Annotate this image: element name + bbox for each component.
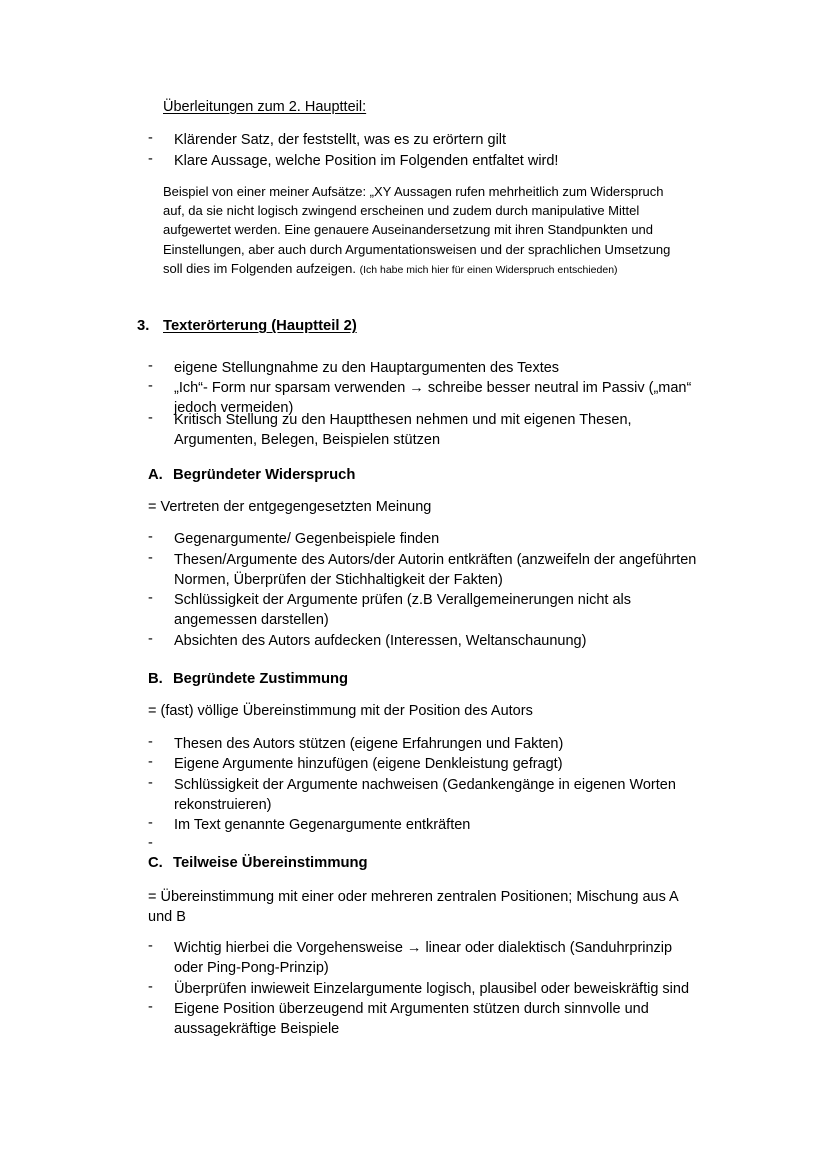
bullet-dash: - bbox=[148, 631, 153, 647]
section-a-title: Begründeter Widerspruch bbox=[173, 467, 356, 483]
list-item-text: Schlüssigkeit der Argumente prüfen (z.B Verallgemeinerungen nicht als bbox=[174, 592, 632, 608]
example-paragraph bbox=[163, 182, 670, 280]
example-line: Einstellungen, aber auch durch Argumentationsweisen und der sprachlichen Umsetzung bbox=[163, 241, 671, 257]
list-item bbox=[148, 754, 563, 774]
list-item-text: Klare Aussage, welche Position im Folgenden entfaltet wird! bbox=[174, 153, 559, 169]
section-a-definition: = Vertreten der entgegengesetzten Meinung bbox=[148, 499, 432, 515]
bullet-dash: - bbox=[148, 529, 153, 545]
list-item-text: Absichten des Autors aufdecken (Interessen, Weltanschaunung) bbox=[174, 633, 587, 649]
bullet-dash: - bbox=[148, 734, 153, 750]
list-item bbox=[148, 815, 470, 835]
bullet-dash: - bbox=[148, 151, 153, 167]
example-note: (Ich habe mich hier für einen Widerspruch entschieden) bbox=[359, 263, 618, 276]
list-item-text: „Ich“- Form nur sparsam verwenden → schreibe besser neutral im Passiv („man“ bbox=[174, 380, 692, 396]
list-item-text: Gegenargumente/ Gegenbeispiele finden bbox=[174, 531, 440, 547]
bullet-dash: - bbox=[148, 590, 153, 606]
definition-line: = Übereinstimmung mit einer oder mehreren zentralen Positionen; Mischung aus A bbox=[148, 889, 679, 905]
list-item bbox=[148, 979, 689, 999]
section-3-title: Texterörterung (Hauptteil 2) bbox=[163, 318, 357, 334]
section-c-title: Teilweise Übereinstimmung bbox=[173, 855, 368, 871]
example-line: Beispiel von einer meiner Aufsätze: „XY Aussagen rufen mehrheitlich zum Widerspruch bbox=[163, 184, 664, 199]
list-item bbox=[148, 775, 676, 815]
section-b-title: Begründete Zustimmung bbox=[173, 671, 349, 687]
bullet-dash: - bbox=[148, 130, 153, 146]
list-item-text: Thesen des Autors stützen (eigene Erfahrungen und Fakten) bbox=[174, 736, 564, 752]
bullet-dash: - bbox=[148, 815, 153, 831]
list-item-text: aussagekräftige Beispiele bbox=[174, 1021, 340, 1037]
list-item-text: Normen, Überprüfen der Stichhaltigkeit der Fakten) bbox=[174, 572, 503, 588]
example-line: auf, da sie nicht logisch zwingend erscheinen und zudem durch manipulative Mittel bbox=[163, 203, 640, 219]
section-a-letter: A. bbox=[148, 467, 163, 483]
list-item bbox=[148, 938, 672, 978]
list-item bbox=[148, 410, 632, 450]
list-item bbox=[148, 151, 558, 171]
empty-list-item bbox=[148, 835, 174, 851]
section-3-number: 3. bbox=[137, 318, 150, 334]
list-item-text: rekonstruieren) bbox=[174, 797, 272, 813]
list-item bbox=[148, 358, 559, 378]
list-item bbox=[148, 734, 563, 754]
list-item-text: Überprüfen inwieweit Einzelargumente logisch, plausibel oder beweiskräftig sind bbox=[174, 981, 690, 997]
section-c-letter: C. bbox=[148, 855, 163, 871]
list-item-text: Argumenten, Belegen, Beispielen stützen bbox=[174, 432, 441, 448]
bullet-dash: - bbox=[148, 410, 153, 426]
list-item bbox=[148, 550, 696, 590]
bullet-dash: - bbox=[148, 835, 153, 851]
list-item-text: Klärender Satz, der feststellt, was es zu erörtern gilt bbox=[174, 132, 507, 148]
transition-heading: Überleitungen zum 2. Hauptteil: bbox=[163, 99, 367, 115]
bullet-dash: - bbox=[148, 979, 153, 995]
list-item-text: Eigene Position überzeugend mit Argumenten stützen durch sinnvolle und bbox=[174, 1001, 649, 1017]
section-c-definition bbox=[148, 887, 679, 927]
list-item-text: oder Ping-Pong-Prinzip) bbox=[174, 960, 329, 976]
example-line: soll dies im Folgenden aufzeigen. bbox=[163, 260, 356, 276]
section-b-definition: = (fast) völlige Übereinstimmung mit der Position des Autors bbox=[148, 703, 533, 719]
section-b-letter: B. bbox=[148, 671, 163, 687]
bullet-dash: - bbox=[148, 358, 153, 374]
example-line: aufgewertet werden. Eine genauere Auseinandersetzung mit ihren Standpunkten und bbox=[163, 222, 654, 238]
bullet-dash: - bbox=[148, 550, 153, 566]
bullet-dash: - bbox=[148, 999, 153, 1015]
list-item-text: Schlüssigkeit der Argumente nachweisen (Gedankengänge in eigenen Worten bbox=[174, 777, 676, 793]
list-item bbox=[148, 999, 649, 1039]
list-item-text: Eigene Argumente hinzufügen (eigene Denkleistung gefragt) bbox=[174, 756, 563, 772]
definition-line: und B bbox=[148, 909, 186, 925]
list-item-text: jedoch vermeiden) bbox=[174, 400, 294, 416]
bullet-dash: - bbox=[148, 378, 153, 394]
list-item bbox=[148, 590, 631, 630]
list-item bbox=[148, 631, 586, 651]
list-item-text: Kritisch Stellung zu den Hauptthesen nehmen und mit eigenen Thesen, bbox=[174, 412, 632, 428]
bullet-dash: - bbox=[148, 775, 153, 791]
bullet-dash: - bbox=[148, 754, 153, 770]
list-item-text: eigene Stellungnahme zu den Hauptargumenten des Textes bbox=[174, 360, 560, 376]
list-item-text: Thesen/Argumente des Autors/der Autorin entkräften (anzweifeln der angeführten bbox=[174, 552, 697, 568]
list-item-text: Im Text genannte Gegenargumente entkräften bbox=[174, 817, 471, 833]
list-item bbox=[148, 529, 439, 549]
list-item-text: angemessen darstellen) bbox=[174, 612, 329, 628]
list-item-text: Wichtig hierbei die Vorgehensweise → linear oder dialektisch (Sanduhrprinzip bbox=[174, 940, 673, 956]
list-item bbox=[148, 130, 506, 150]
bullet-dash: - bbox=[148, 938, 153, 954]
